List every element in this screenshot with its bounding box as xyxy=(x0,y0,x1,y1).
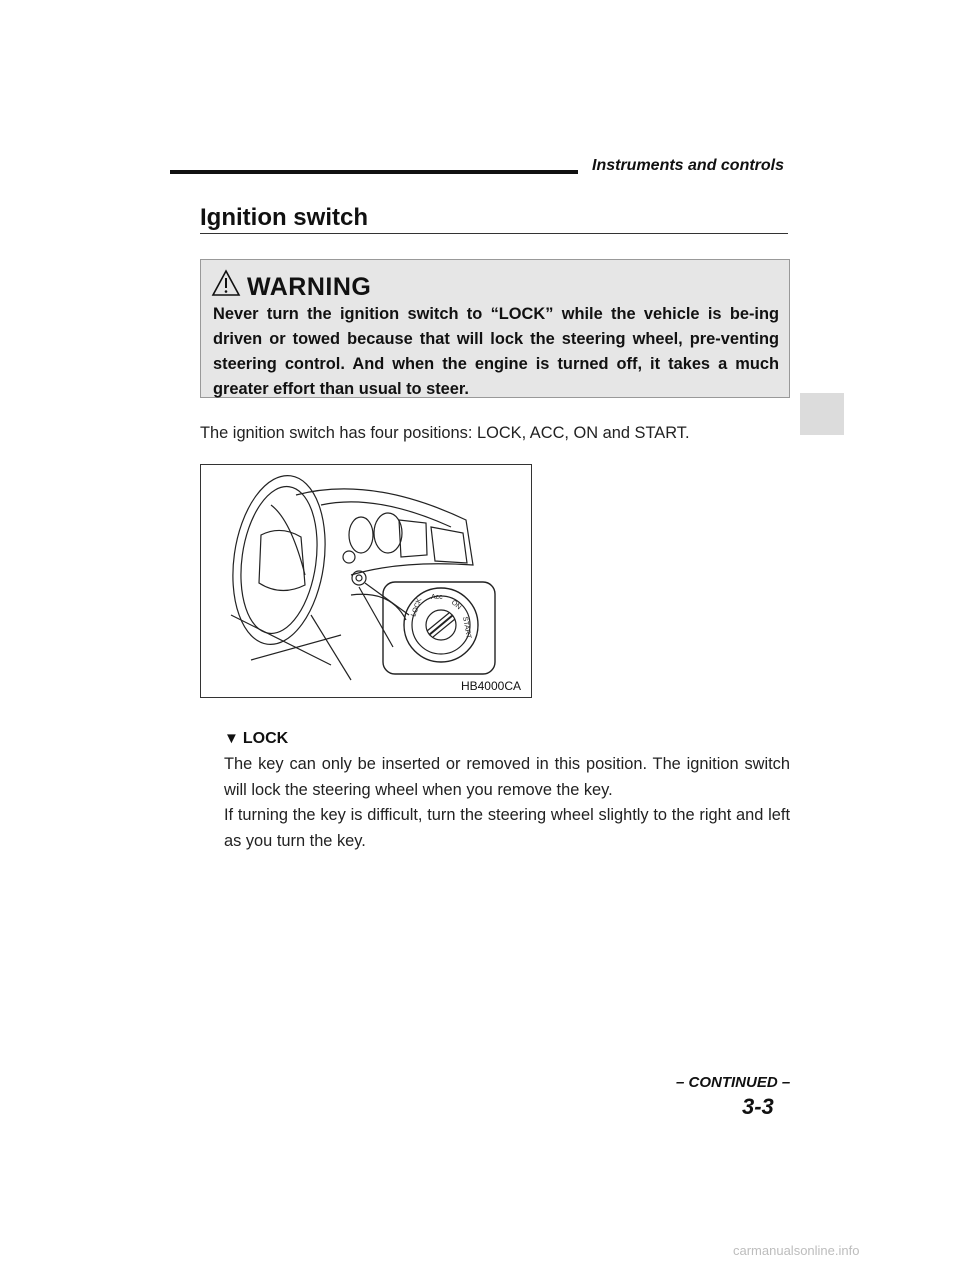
figure-code: HB4000CA xyxy=(460,679,521,693)
heading-rule xyxy=(200,233,788,234)
lock-paragraph: The key can only be inserted or removed in this position. The ignition switch will lock the steering wheel when you remove the key. xyxy=(224,755,790,799)
continued-label: – CONTINUED – xyxy=(676,1074,791,1091)
switch-label-acc: Acc xyxy=(431,594,443,601)
section-title: Instruments and controls xyxy=(592,157,785,174)
switch-label-start: START xyxy=(461,616,472,640)
intro-text: The ignition switch has four positions: LOCK, ACC, ON and START. xyxy=(200,424,690,442)
switch-label-lock: LOCK xyxy=(410,597,424,618)
watermark: carmanualsonline.info xyxy=(733,1243,860,1258)
warning-triangle-icon xyxy=(211,269,241,302)
chapter-side-tab xyxy=(800,393,844,435)
warning-title: WARNING xyxy=(247,273,372,301)
lock-description xyxy=(224,752,790,854)
warning-box xyxy=(200,259,790,398)
lock-subheading xyxy=(224,730,288,748)
header-rule xyxy=(170,170,578,174)
ignition-switch-figure xyxy=(200,464,532,698)
triangle-down-icon: ▼ xyxy=(224,730,239,747)
page-number: 3-3 xyxy=(742,1094,774,1119)
switch-label-on: ON xyxy=(449,599,463,612)
dashboard-illustration xyxy=(201,465,531,697)
page-heading: Ignition switch xyxy=(200,204,368,231)
lock-paragraph: If turning the key is difficult, turn the steering wheel slightly to the right and left as you turn the key. xyxy=(224,806,790,850)
lock-heading-label: LOCK xyxy=(242,730,289,747)
warning-text: Never turn the ignition switch to “LOCK” while the vehicle is be-ing driven or towed because that will lock the steering wheel, pre-venting steering control. And when the engine is turned off, it takes a much greater effort than usual to steer. xyxy=(213,305,779,398)
